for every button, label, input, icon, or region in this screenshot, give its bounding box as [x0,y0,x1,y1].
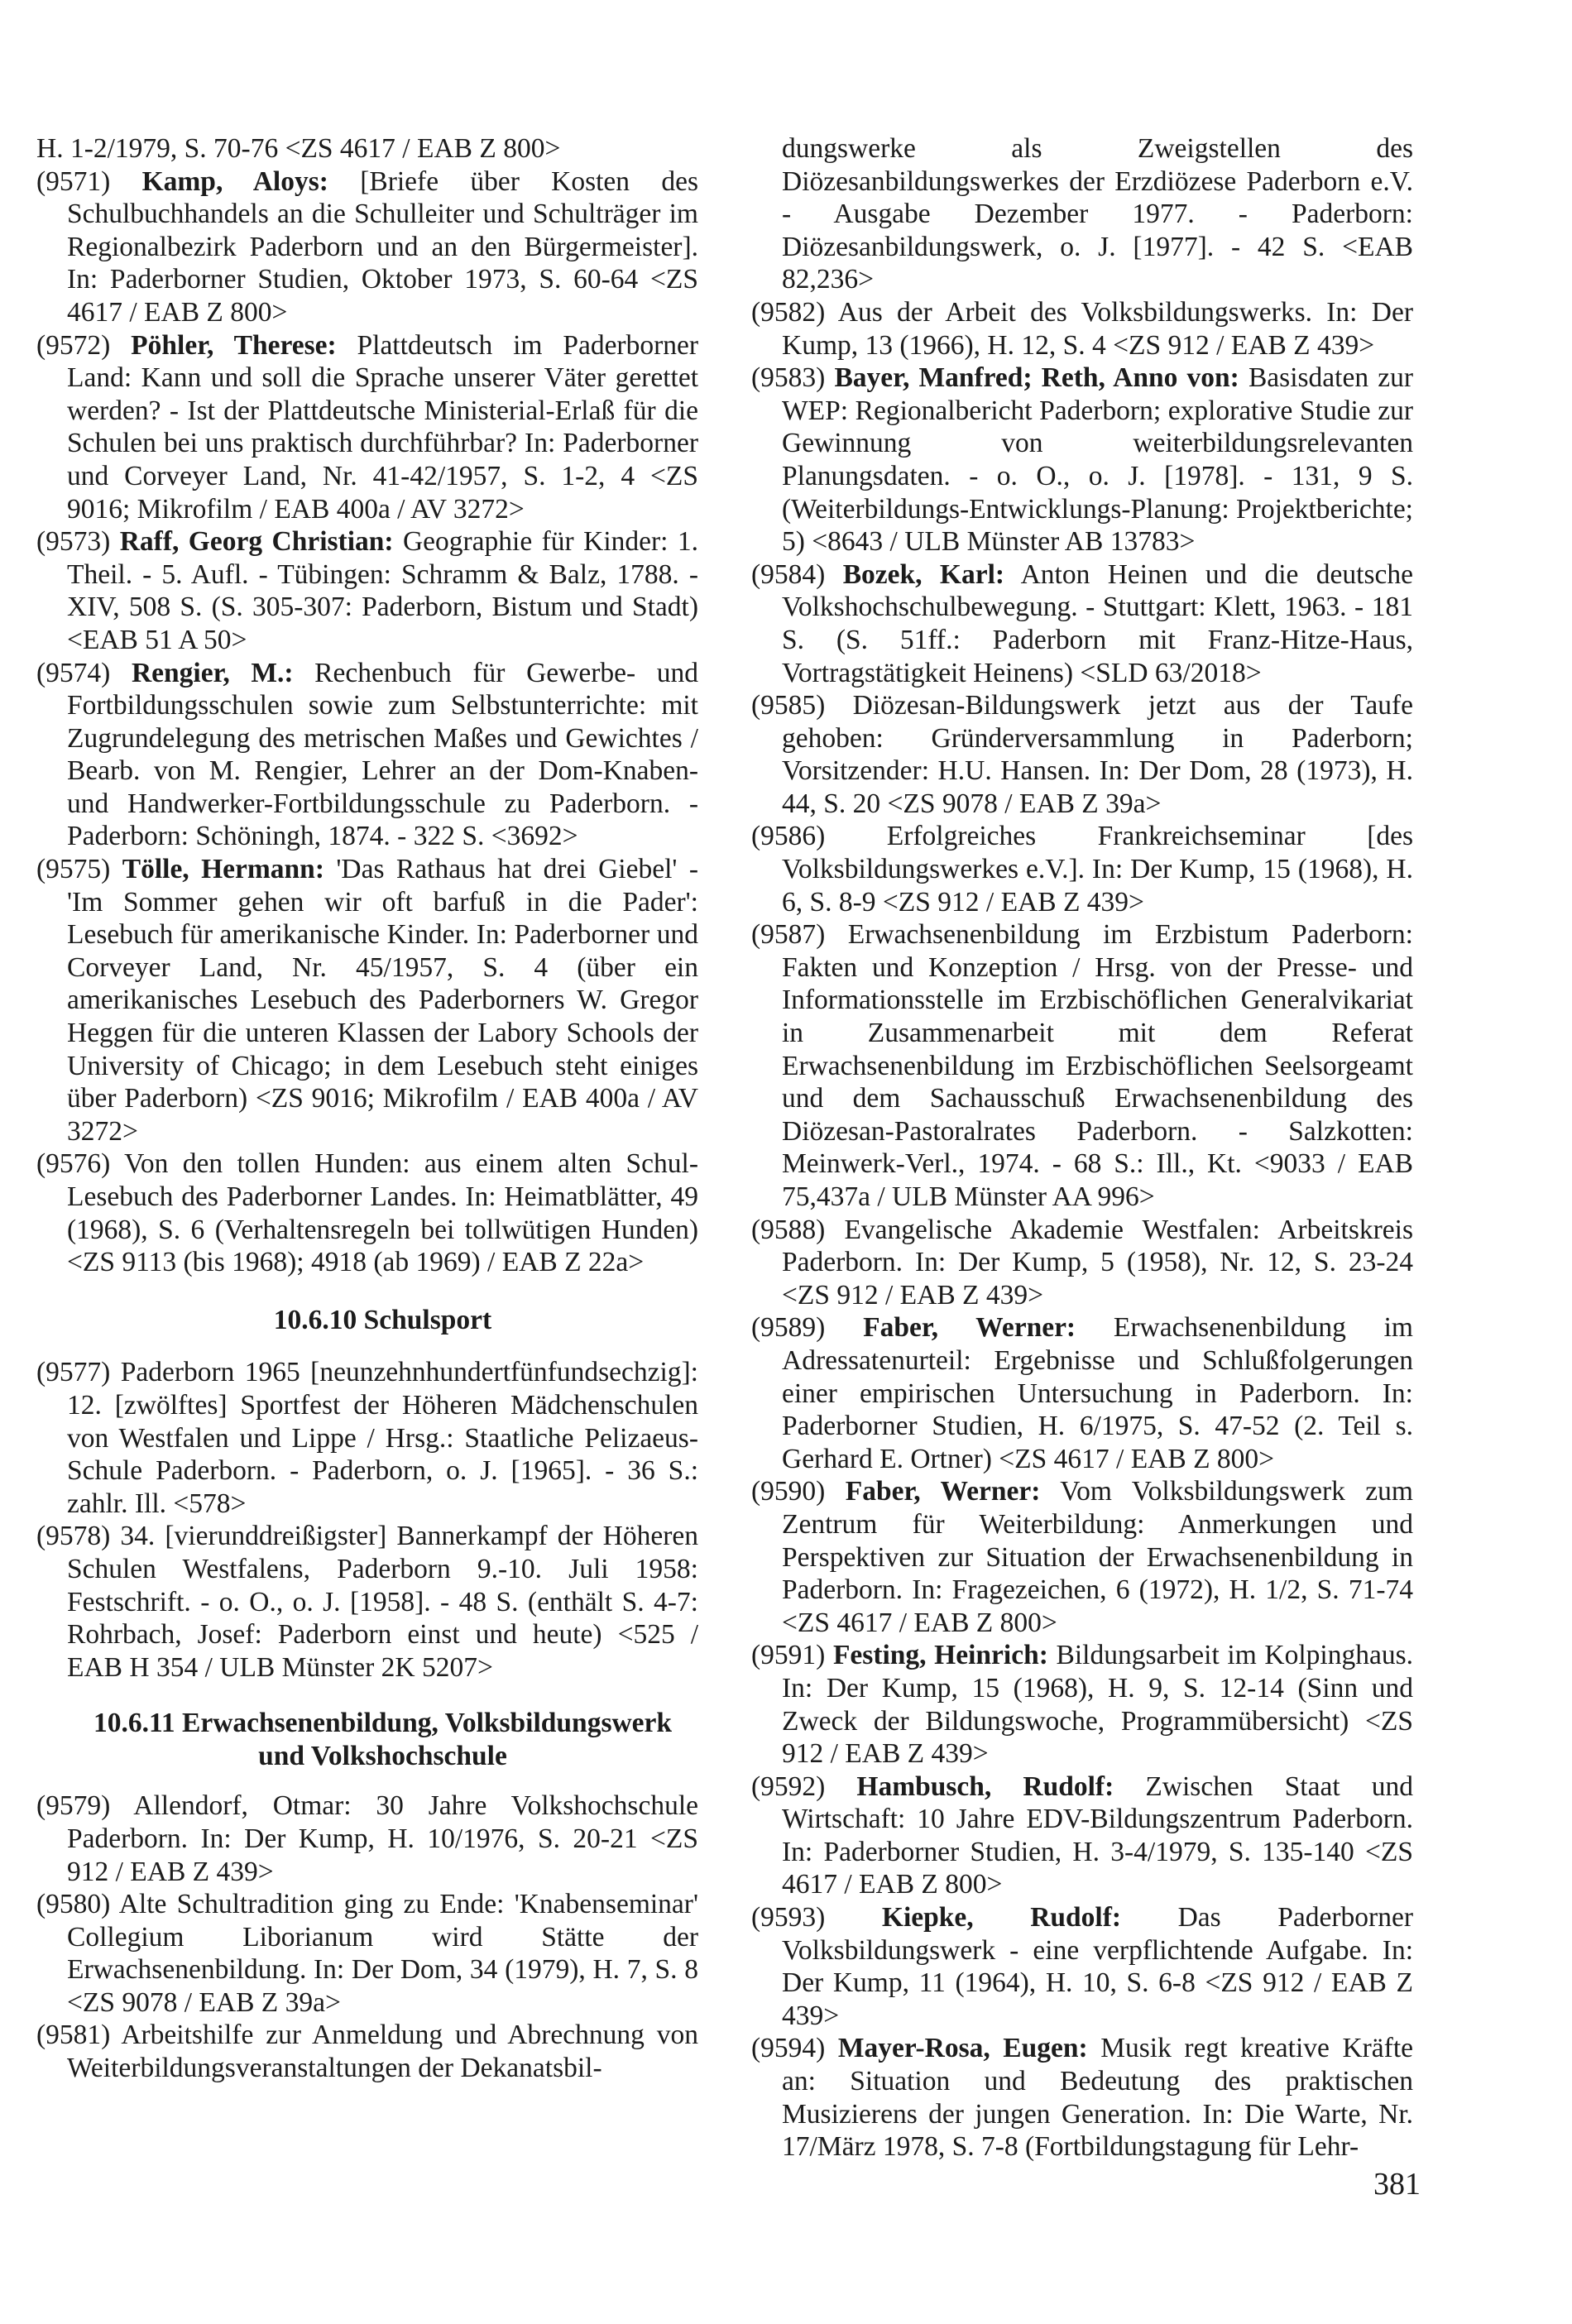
entry-number: (9571) [36,165,142,197]
bibliography-entry [36,525,698,656]
entry-text: Erwachsenenbildung im Adressatenurteil: Ergebnisse und Schlußfolgerungen einer empirischen Untersuchung in Paderborn. In: Paderborner Studien, H. 6/1975, S. 47-52 (2. Teil s. Gerhard E. Ortner) <ZS 4617 / EAB Z 800> [782,1312,1413,1474]
bibliography-entry [751,1639,1413,1770]
bibliography-entry [36,853,698,1148]
bibliography-entry [36,1356,698,1520]
entries-group [751,296,1413,2163]
bibliography-entry [751,1311,1413,1475]
entry-text: 34. [vierunddreißigster] Bannerkampf der Höheren Schulen Westfalens, Paderborn 9.-10. Juli 1958: Festschrift. - o. O., o. J. [1958]. - 48 S. (enthält S. 4-7: Rohrbach, Josef: Paderborn einst und heute) <525 / EAB H 354 / ULB Münster 2K 5207> [67,1521,698,1683]
entry-text: Plattdeutsch im Paderborner Land: Kann und soll die Sprache unserer Väter gerettet werden? - Ist der Plattdeutsche Ministerial-Erlaß für die Schulen bei uns praktisch durchführbar? In: Paderborner und Corveyer Land, Nr. 41-42/1957, S. 1-2, 4 <ZS 9016; Mikrofilm / EAB 400a / AV 3272> [67,329,699,525]
entry-number: (9589) [751,1312,864,1344]
entry-author: Kamp, Aloys: [141,165,328,197]
entry-author: Festing, Heinrich: [832,1640,1048,1671]
entry-number: (9590) [751,1476,846,1507]
entries-group [36,1790,698,2084]
entry-text: Allendorf, Otmar: 30 Jahre Volkshochschule Paderborn. In: Der Kump, H. 10/1976, S. 20-21 <ZS 912 / EAB Z 439> [67,1790,699,1887]
entry-author: Faber, Werner: [845,1476,1041,1507]
entry-author: Faber, Werner: [863,1312,1076,1344]
entry-number: (9584) [751,558,843,590]
entry-author: Kiepke, Rudolf: [881,1902,1122,1933]
continuation-text: H. 1-2/1979, S. 70-76 <ZS 4617 / EAB Z 800> [36,133,561,164]
bibliography-entry [751,1475,1413,1639]
bibliography-entry [751,820,1413,918]
entry-number: (9583) [751,362,835,394]
entry-text: Geographie für Kinder: 1. Theil. - 5. Aufl. - Tübingen: Schramm & Balz, 1788. - XIV, 508 S. (S. 305-307: Paderborn, Bistum und Stadt) <EAB 51 A 50> [67,526,699,655]
entry-text: Basisdaten zur WEP: Regionalbericht Paderborn; explorative Studie zur Gewinnung von weiterbildungsrelevanten Planungsdaten. - o. O., o. J. [1978]. - 131, 9 S. (Weiterbildungs-Entwicklungs-Planung: Projektberichte; 5) <8643 / ULB Münster AB 13783> [782,362,1414,558]
entry-text: Von den tollen Hunden: aus einem alten Schul-Lesebuch des Paderborner Landes. In: Heimatblätter, 49 (1968), S. 6 (Verhaltensregeln bei tollwütigen Hunden) <ZS 9113 (bis 1968); 4918 (ab 1969) / EAB Z 22a> [67,1148,698,1278]
entry-text: Anton Heinen und die deutsche Volkshochschulbewegung. - Stuttgart: Klett, 1963. - 181 S. (S. 51ff.: Paderborn mit Franz-Hitze-Haus, Vortragstätigkeit Heinens) <SLD 63/2018> [782,558,1413,688]
entry-number: (9591) [751,1640,833,1671]
bibliography-entry [751,362,1413,558]
bibliography-entry [36,165,698,329]
entry-number: (9593) [751,1902,882,1933]
bibliography-entry [751,918,1413,1213]
entry-text: Paderborn 1965 [neunzehnhundertfünfundsechzig]: 12. [zwölftes] Sportfest der Höheren Mädchenschulen von Westfalen und Lippe / Hrsg.: Staatliche Pelizaeus-Schule Paderborn. - Paderborn, o. J. [1965]. - 36 S.: zahlr. Ill. <578> [67,1357,698,1519]
entry-number: (9581) [36,2020,122,2051]
bibliography-entry [751,558,1413,689]
entry-author: Bayer, Manfred; Reth, Anno von: [834,362,1239,394]
entry-number: (9579) [36,1790,134,1822]
entries-group [36,165,698,1279]
left-column [36,132,698,2085]
bibliography-entry [751,296,1413,362]
entry-text: Rechenbuch für Gewerbe- und Fortbildungsschulen sowie zum Selbstunterrichte: mit Zugrundelegung des metrischen Maßes und Gewichtes / Bearb. von M. Rengier, Lehrer an der Dom-Knaben- und Handwerker-Fortbildungsschule zu Paderborn. - Paderborn: Schöningh, 1874. - 322 S. <3692> [67,657,699,852]
entry-author: Bozek, Karl: [842,558,1005,590]
bibliography-entry [751,2032,1413,2163]
section-heading-erwachsenenbildung [36,1707,698,1773]
entry-text: Erwachsenenbildung im Erzbistum Paderborn: Fakten und Konzeption / Hrsg. von der Presse- und Informationsstelle im Erzbischöflichen Generalvikariat in Zusammenarbeit mit dem Referat Erwachsenenbildung im Erzbischöflichen Seelsorgeamt und dem Sachausschuß Erwachsenenbildung des Diözesan-Pastoralrates Paderborn. - Salzkotten: Meinwerk-Verl., 1974. - 68 S.: Ill., Kt. <9033 / EAB 75,437a / ULB Münster AA 996> [782,919,1413,1212]
section-heading-schulsport: 10.6.10 Schulsport [273,1304,492,1335]
entry-text: Bildungsarbeit im Kolpinghaus. In: Der Kump, 15 (1968), H. 9, S. 12-14 (Sinn und Zweck der Bildungswoche, Programmübersicht) <ZS 912 / EAB Z 439> [782,1640,1413,1770]
entry-text: Arbeitshilfe zur Anmeldung und Abrechnung von Weiterbildungsveranstaltungen der Dekanatsbil- [67,2020,698,2084]
bibliography-entry [36,1888,698,2019]
entry-number: (9575) [36,854,122,885]
entry-number: (9592) [751,1771,857,1802]
entry-number: (9572) [36,329,132,361]
entry-text: Diözesan-Bildungswerk jetzt aus der Taufe gehoben: Gründerversammlung in Paderborn; Vorsitzender: H.U. Hansen. In: Der Dom, 28 (1973), H. 44, S. 20 <ZS 9078 / EAB Z 39a> [782,690,1414,819]
entry-number: (9588) [751,1214,845,1245]
entry-text: [Briefe über Kosten des Schulbuchhandels an die Schulleiter und Schulträger im Regionalbezirk Paderborn und an den Bürgermeister]. In: Paderborner Studien, Oktober 1973, S. 60-64 <ZS 4617 / EAB Z 800> [67,165,698,328]
entries-group [36,1356,698,1684]
bibliography-entry [36,2019,698,2084]
entry-number: (9574) [36,657,132,688]
entry-number: (9587) [751,919,848,951]
entry-author: Rengier, M.: [131,657,294,688]
bibliography-entry [751,1771,1413,1901]
entry-author: Mayer-Rosa, Eugen: [837,2033,1088,2064]
bibliography-entry [751,1214,1413,1312]
bibliography-entry [36,329,698,526]
bibliography-entry [36,1790,698,1888]
entry-text: 'Das Rathaus hat drei Giebel' - 'Im Sommer gehen wir oft barfuß in die Pader': Lesebuch für amerikanische Kinder. In: Paderborner und Corveyer Land, Nr. 45/1957, S. 4 (über ein amerikanisches Lesebuch des Paderborners W. Gregor Heggen für die unteren Klassen der Labory Schools der University of Chicago; in dem Lesebuch steht einiges über Paderborn) <ZS 9016; Mikrofilm / EAB 400a / AV 3272> [67,854,698,1147]
entry-text: Zwischen Staat und Wirtschaft: 10 Jahre EDV-Bildungszentrum Paderborn. In: Paderborner Studien, H. 3-4/1979, S. 135-140 <ZS 4617 / EAB Z 800> [782,1771,1413,1900]
heading-line: 10.6.11 Erwachsenenbildung, Volksbildungswerk [93,1708,673,1739]
entry-text: Evangelische Akademie Westfalen: Arbeitskreis Paderborn. In: Der Kump, 5 (1958), Nr. 12, S. 23-24 <ZS 912 / EAB Z 439> [782,1214,1414,1311]
entry-author: Tölle, Hermann: [122,854,324,885]
entry-text: Vom Volksbildungswerk zum Zentrum für Weiterbildung: Anmerkungen und Perspektiven zur Situation der Erwachsenenbildung in Paderborn. In: Fragezeichen, 6 (1972), H. 1/2, S. 71-74 <ZS 4617 / EAB Z 800> [782,1476,1413,1638]
entry-text: Alte Schultradition ging zu Ende: 'Knabenseminar' Collegium Liborianum wird Stätte der Erwachsenenbildung. In: Der Dom, 34 (1979), H. 7, S. 8 <ZS 9078 / EAB Z 39a> [67,1889,698,2018]
entry-number: (9585) [751,690,853,721]
entry-author: Pöhler, Therese: [131,329,337,361]
page-number: 381 [1373,2167,1421,2202]
heading-line: und Volkshochschule [258,1741,507,1772]
bibliography-entry [36,1520,698,1684]
entry-number: (9577) [36,1357,121,1388]
entry-number: (9573) [36,526,120,558]
bibliography-entry [36,657,698,854]
entry-text: Musik regt kreative Kräfte an: Situation und Bedeutung des praktischen Musizierens der jungen Generation. In: Die Warte, Nr. 17/März 1978, S. 7-8 (Fortbildungstagung für Lehr- [782,2033,1413,2163]
entry-text: Das Paderborner Volksbildungswerk - eine verpflichtende Aufgabe. In: Der Kump, 11 (1964), H. 10, S. 6-8 <ZS 912 / EAB Z 439> [782,1902,1413,2031]
entry-text: Erfolgreiches Frankreichseminar [des Volksbildungswerkes e.V.]. In: Der Kump, 15 (1968), H. 6, S. 8-9 <ZS 912 / EAB Z 439> [782,821,1414,918]
right-column [751,132,1413,2163]
entry-number: (9582) [751,296,838,328]
entry-number: (9576) [36,1148,125,1180]
entry-text: Aus der Arbeit des Volksbildungswerks. In: Der Kump, 13 (1966), H. 12, S. 4 <ZS 912 / EAB Z 439> [782,296,1414,361]
bibliography-entry [751,1901,1413,2032]
continuation-text: dungswerke als Zweigstellen des Diözesanbildungswerkes der Erzdiözese Paderborn e.V. - Ausgabe Dezember 1977. - Paderborn: Diözesanbildungswerk, o. J. [1977]. - 42 S. <EAB 82,236> [782,133,1413,295]
bibliography-entry [751,689,1413,820]
entry-number: (9578) [36,1521,121,1552]
entry-number: (9594) [751,2033,838,2064]
entry-number: (9586) [751,821,887,852]
entry-author: Raff, Georg Christian: [119,526,394,558]
entry-author: Hambusch, Rudolf: [856,1771,1114,1802]
bibliography-entry [36,1148,698,1278]
entry-number: (9580) [36,1889,119,1920]
